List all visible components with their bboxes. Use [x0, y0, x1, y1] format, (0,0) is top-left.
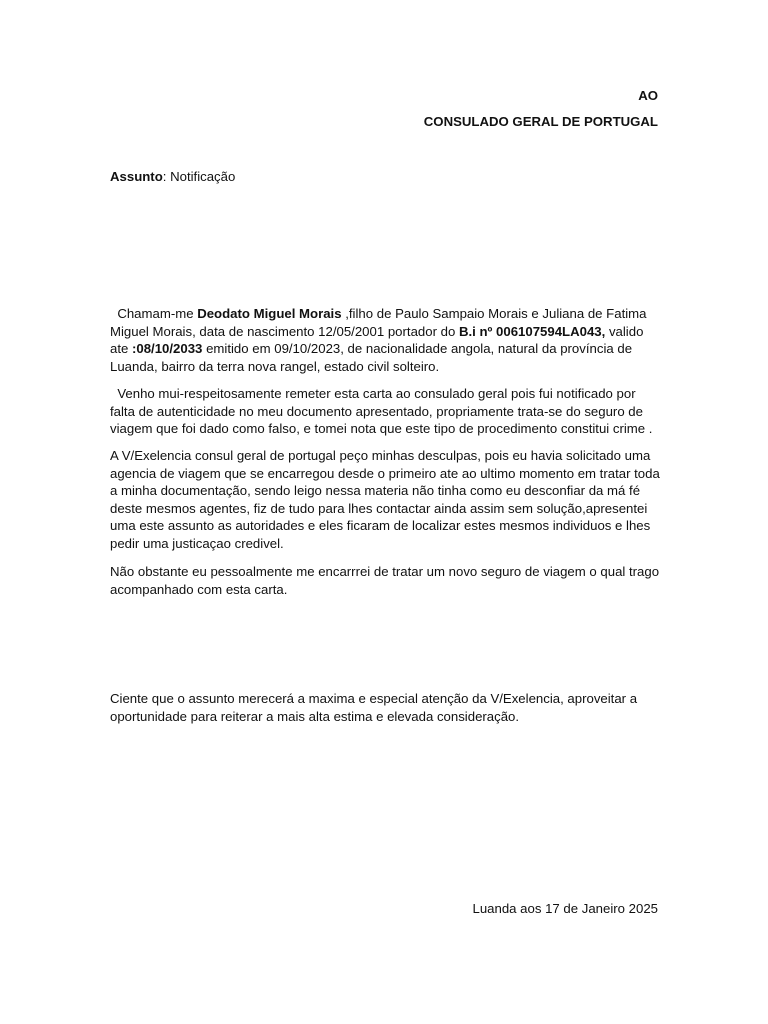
p1-name: Deodato Miguel Morais [197, 306, 342, 321]
paragraph-apology: A V/Exelencia consul geral de portugal peço minhas desculpas, pois eu havia solicitado uma agencia de viagem que se encarregou desde o primeiro ate ao ultimo momento em tratar toda a minha documentação, sendo leigo nessa materia não tinha como eu desconfiar da má fé deste mesmos agentes, fiz de tudo para lhes contactar ainda assim sem solução,apresentei uma este assunto as autoridades e eles ficaram de localizar estes mesmos individuos e lhes pedir uma justicaçao credivel. [110, 448, 660, 551]
subject-line [110, 168, 235, 186]
addressee-prefix: AO [638, 88, 658, 103]
p1-text-2: ,filho de Paulo Sampaio Morais e Juliana de Fatima Miguel Morais, data de nascimento 12/05/2001 portador do [110, 306, 647, 339]
paragraph-identification [110, 305, 662, 375]
paragraph-notification: Venho mui-respeitosamente remeter esta carta ao consulado geral pois fui notificado por falta de autenticidade no meu documento apresentado, propriamente trata-se do seguro de viagem que foi dado como falso, e tomei nota que este tipo de procedimento constitui crime . [110, 386, 653, 437]
subject-colon: : [162, 169, 167, 184]
p1-text-3: valido ate [110, 323, 644, 357]
p1-expiry-date: :08/10/2033 [132, 341, 203, 357]
addressee-recipient: CONSULADO GERAL DE PORTUGAL [423, 114, 658, 129]
p1-id-number: B.i nº 006107594LA043, [458, 323, 606, 339]
p1-text-4: emitido em 09/10/2023, de nacionalidade angola, natural da província de Luanda, bairro da terra nova rangel, estado civil solteiro. [110, 341, 633, 374]
paragraph-closing-remarks: Ciente que o assunto merecerá a maxima e especial atenção da V/Exelencia, aproveitar a oportunidade para reiterar a mais alta estima e elevada consideração. [110, 691, 638, 724]
paragraph-new-insurance: Não obstante eu pessoalmente me encarrrei de tratar um novo seguro de viagem o qual trago acompanhado com esta carta. [110, 564, 660, 597]
place-and-date: Luanda aos 17 de Janeiro 2025 [472, 901, 658, 916]
subject-label: Assunto [110, 169, 163, 184]
p1-text-1: Chamam-me [110, 306, 198, 321]
subject-value: Notificação [166, 169, 236, 184]
